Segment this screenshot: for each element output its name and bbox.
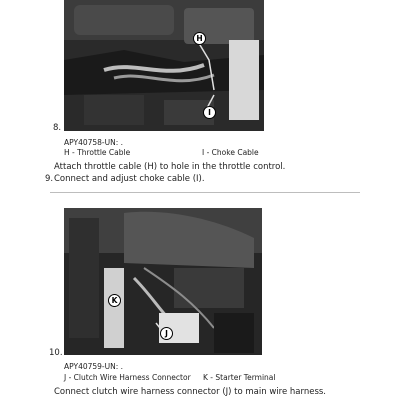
step-8-instruction: Attach throttle cable (H) to hole in the throttle control.	[54, 162, 286, 172]
legend-i: I - Choke Cable	[202, 148, 259, 157]
engine-throttle-photo	[64, 0, 264, 131]
legend-h: H - Throttle Cable	[64, 148, 131, 157]
callout-i: I	[203, 106, 216, 119]
step-10-instruction: Connect clutch wire harness connector (J) to main wire harness.	[54, 387, 326, 397]
callout-k: K	[108, 294, 121, 307]
step-10-number: 10.	[49, 348, 63, 358]
step-8-number: 8.	[53, 123, 62, 133]
step-9-number: 9.	[45, 174, 54, 184]
legend-k: K - Starter Terminal	[203, 373, 276, 382]
callout-h: H	[193, 32, 206, 45]
callout-j: J	[160, 327, 173, 340]
legend-j: J - Clutch Wire Harness Connector	[64, 373, 191, 382]
step-9-instruction: Connect and adjust choke cable (I).	[54, 174, 205, 184]
figure-id-2: APY40759-UN: .	[64, 362, 124, 371]
section-divider	[50, 192, 360, 193]
figure-id-1: APY40758-UN: .	[64, 138, 124, 147]
